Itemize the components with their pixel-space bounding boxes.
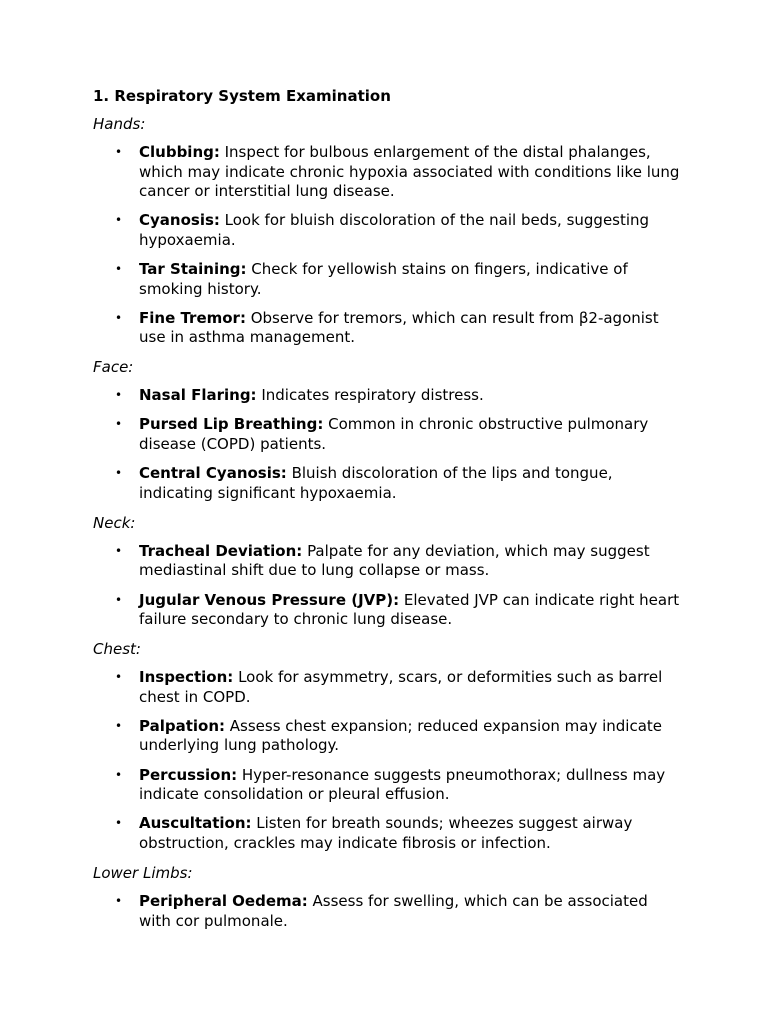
list-item — [93, 814, 683, 853]
list-item — [93, 464, 683, 503]
bullet: • — [115, 718, 123, 733]
list-item — [93, 386, 683, 406]
item-term: Inspection: — [139, 668, 234, 687]
section-label: Neck: — [93, 513, 136, 532]
item-list — [93, 668, 683, 853]
item-term: Jugular Venous Pressure (JVP): — [139, 590, 400, 609]
bullet: • — [115, 145, 123, 159]
item-text: Indicates respiratory distress. — [256, 386, 484, 405]
section-neck — [93, 513, 683, 630]
item-text: Palpate for any deviation, which may suggest mediastinal shift due to lung collapse or mass. — [139, 541, 650, 580]
section-label: Chest: — [93, 640, 141, 659]
item-text: Look for bluish discoloration of the nail beds, suggesting hypoxaemia. — [139, 211, 650, 249]
list-item — [93, 143, 683, 202]
item-text: Elevated JVP can indicate right heart failure secondary to chronic lung disease. — [139, 590, 680, 629]
item-term: Central Cyanosis: — [139, 464, 287, 483]
list-item — [93, 309, 683, 348]
list-item — [93, 668, 683, 707]
item-text: Bluish discoloration of the lips and tongue, indicating significant hypoxaemia. — [139, 464, 613, 502]
item-term: Cyanosis: — [139, 211, 220, 230]
item-term: Percussion: — [139, 765, 238, 784]
bullet: • — [115, 767, 123, 782]
bullet: • — [115, 543, 123, 558]
bullet: • — [115, 816, 123, 831]
bullet: • — [115, 670, 123, 685]
bullet: • — [115, 213, 123, 228]
document-title: 1. Respiratory System Examination — [93, 87, 391, 105]
item-text: Observe for tremors, which can result from β2-agonist use in asthma management. — [139, 308, 659, 347]
bullet: • — [115, 893, 123, 908]
item-text: Hyper-resonance suggests pneumothorax; dullness may indicate consolidation or pleural effusion. — [139, 765, 666, 804]
item-term: Tracheal Deviation: — [139, 541, 303, 560]
section-lower-limbs — [93, 863, 683, 931]
list-item — [93, 542, 683, 581]
item-term: Nasal Flaring: — [139, 386, 257, 405]
list-item — [93, 591, 683, 630]
list-item — [93, 415, 683, 454]
item-text: Inspect for bulbous enlargement of the distal phalanges, which may indicate chronic hypoxia associated with conditions like lung cancer or interstitial lung disease. — [139, 143, 680, 201]
document-page — [93, 86, 683, 941]
section-hands — [93, 114, 683, 348]
bullet: • — [115, 592, 123, 607]
item-term: Palpation: — [139, 716, 226, 735]
item-term: Tar Staining: — [139, 259, 247, 278]
section-face — [93, 357, 683, 503]
item-text: Assess chest expansion; reduced expansion may indicate underlying lung pathology. — [139, 716, 663, 755]
section-chest — [93, 639, 683, 853]
section-label: Lower Limbs: — [93, 863, 193, 882]
item-term: Clubbing: — [139, 143, 220, 161]
list-item — [93, 892, 683, 931]
item-term: Peripheral Oedema: — [139, 891, 308, 910]
list-item — [93, 766, 683, 805]
bullet: • — [115, 417, 123, 432]
bullet: • — [115, 466, 123, 481]
item-text: Listen for breath sounds; wheezes suggest airway obstruction, crackles may indicate fibrosis or infection. — [139, 814, 633, 852]
list-item — [93, 211, 683, 250]
list-item — [93, 260, 683, 299]
bullet: • — [115, 310, 123, 325]
item-list — [93, 892, 683, 931]
item-text: Common in chronic obstructive pulmonary disease (COPD) patients. — [139, 415, 649, 454]
item-list — [93, 143, 683, 348]
item-term: Pursed Lip Breathing: — [139, 415, 324, 434]
item-text: Look for asymmetry, scars, or deformities such as barrel chest in COPD. — [139, 668, 663, 706]
bullet: • — [115, 388, 123, 403]
item-term: Auscultation: — [139, 814, 252, 833]
item-list — [93, 386, 683, 503]
section-label: Hands: — [93, 115, 146, 133]
section-label: Face: — [93, 358, 134, 377]
item-list — [93, 542, 683, 630]
item-text: Check for yellowish stains on fingers, indicative of smoking history. — [139, 259, 628, 298]
item-text: Assess for swelling, which can be associated with cor pulmonale. — [139, 891, 648, 930]
list-item — [93, 717, 683, 756]
bullet: • — [115, 261, 123, 276]
item-term: Fine Tremor: — [139, 308, 246, 327]
